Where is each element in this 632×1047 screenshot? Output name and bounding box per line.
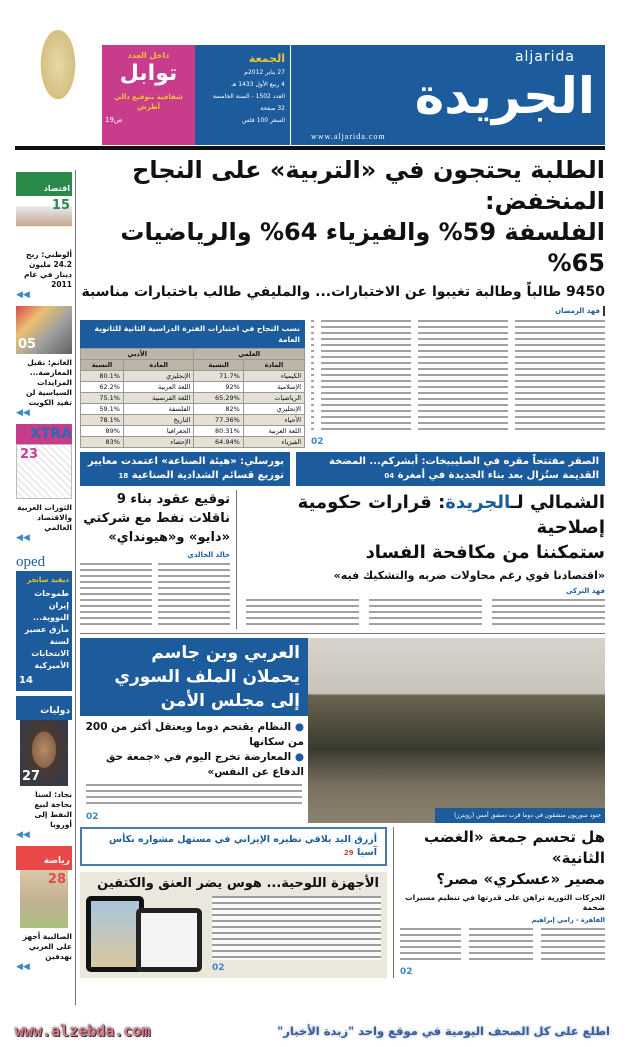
story2-subhead: «اقتصادنا قوي رغم محاولات ضربه والتشكيك فيه» bbox=[333, 569, 605, 582]
rate-cell: 92% bbox=[194, 382, 243, 393]
lead-more-link[interactable]: 02 bbox=[311, 437, 324, 447]
issue-hijri: 4 ربيع الأول 1433 هـ bbox=[231, 81, 285, 88]
syria-body-text bbox=[86, 784, 302, 808]
story2-headline-a: الشمالي لـ bbox=[510, 492, 605, 513]
promo-page: ص19 bbox=[105, 116, 123, 124]
results-table bbox=[80, 348, 305, 448]
photo-caption: جنود سوريون منشقون في دوما قرب دمشق أمس (رويترز) bbox=[435, 808, 605, 823]
story3-author: خالد الخالدي bbox=[187, 551, 230, 559]
bullet-item bbox=[80, 720, 304, 750]
page-number: 15 bbox=[51, 198, 70, 213]
story2-headline-line2: ستمكننا من مكافحة الفساد bbox=[365, 542, 605, 563]
subject-cell: اللغة العربية bbox=[123, 382, 193, 393]
teaser-box-left[interactable] bbox=[80, 452, 290, 486]
section-rule bbox=[80, 633, 605, 634]
issue-price: السعر 100 فلس bbox=[242, 117, 285, 124]
more-arrows-icon[interactable]: ◀◀ bbox=[16, 962, 30, 972]
oped-title: طموحات إيران النووية... مأزق عسير لسنة الانتخابات الأميركية bbox=[24, 589, 69, 670]
promo-kicker: داخل العدد bbox=[127, 51, 170, 60]
page-number: 23 bbox=[20, 447, 39, 462]
oped-author: ديفيد سانجر bbox=[26, 576, 69, 584]
story2-author: فهد التركي bbox=[565, 587, 605, 595]
syria-bullets bbox=[80, 720, 308, 780]
rate-cell: 62.2% bbox=[81, 382, 124, 393]
sidebar-local[interactable] bbox=[16, 306, 72, 419]
issue-number: العدد 1502 - السنة الخامسة bbox=[212, 93, 285, 100]
local-caption: الغانم: نقبل المعارضة... المزايدات السياسية لن تفيد الكويت bbox=[25, 358, 72, 407]
rate-cell: 78.1% bbox=[81, 415, 124, 426]
sidebar-international[interactable] bbox=[16, 696, 72, 841]
lead-headline-line2: الفلسفة 59% والفيزياء 64% والرياضيات 65% bbox=[120, 218, 605, 277]
logo-latin: aljarida bbox=[514, 49, 575, 65]
egypt-headline-line2: مصير «عسكري» مصر؟ bbox=[436, 870, 605, 888]
masthead-rule bbox=[15, 146, 605, 150]
group-scientific: العلمي bbox=[194, 349, 305, 360]
rate-cell: 83% bbox=[81, 437, 124, 448]
column-divider bbox=[393, 827, 394, 978]
table-row bbox=[81, 415, 305, 426]
more-arrows-icon[interactable]: ◀◀ bbox=[16, 408, 30, 418]
sidebar-xtra[interactable] bbox=[16, 424, 72, 544]
table-title: نسب النجاح في اختبارات الفترة الدراسية الثانية للثانوية العامة bbox=[80, 320, 305, 348]
syria-more-link[interactable]: 02 bbox=[86, 812, 99, 822]
col-rate: النسبة bbox=[194, 360, 243, 371]
teaser-box-right[interactable] bbox=[296, 452, 605, 486]
bullet-icon: ● bbox=[291, 751, 304, 763]
bullet-icon: ● bbox=[291, 721, 304, 733]
subject-cell: الأحياء bbox=[243, 415, 304, 426]
teaser-text: الصقر مفتتحاً مقره في الصليبيخات: أبشركم... المضخة القديمة ستُزال بعد بناء الجديدة في أمغرة bbox=[328, 456, 599, 481]
teaser-text: بورسلي: «هيئة الصناعة» اعتمدت معايير توزيع قسائم الشدادية الصناعية bbox=[87, 456, 284, 481]
table-row bbox=[81, 437, 305, 448]
tablets-box[interactable] bbox=[80, 872, 387, 978]
oped-box bbox=[16, 571, 72, 691]
subject-cell: اللغة الفرنسية bbox=[123, 393, 193, 404]
section-sports: رياضة bbox=[16, 846, 72, 870]
sidebar-economy[interactable] bbox=[16, 172, 72, 301]
rate-cell: 80.1% bbox=[81, 371, 124, 382]
bullet-text: النظام يقتحم دوما ويعتقل أكثر من 200 من سكانها bbox=[85, 721, 304, 748]
page-number: 28 bbox=[47, 872, 66, 887]
more-arrows-icon[interactable]: ◀◀ bbox=[16, 533, 30, 543]
inline-logo: الجريدة bbox=[445, 492, 511, 513]
group-literary: الأدبي bbox=[81, 349, 194, 360]
subject-cell: الكيمياء bbox=[243, 371, 304, 382]
issue-day: الجمعة bbox=[248, 52, 285, 65]
international-caption: نجاد: لسنا بحاجة لبيع النفط إلى أوروبا bbox=[34, 790, 72, 829]
teaser-text: أزرق اليد يلاقي نظيره الإيراني في مستهل مشواره بكأس آسيا bbox=[108, 834, 377, 858]
bullet-item bbox=[80, 750, 304, 780]
stories-row bbox=[80, 490, 605, 629]
promo-title: توابل bbox=[119, 61, 178, 86]
lead-headline[interactable] bbox=[80, 155, 605, 279]
logo-arabic: الجريدة bbox=[414, 67, 595, 125]
egypt-body-text bbox=[400, 928, 605, 964]
lead-author: فهد الرمضان bbox=[80, 306, 605, 316]
sports-teaser[interactable] bbox=[80, 827, 387, 866]
egypt-headline-line1: هل تحسم جمعة «الغضب الثانية» bbox=[424, 828, 605, 867]
international-photo bbox=[20, 720, 68, 786]
story2-body-text bbox=[243, 599, 605, 629]
section-xtra: XTRA bbox=[16, 424, 72, 444]
economy-caption: ألوطني: ربح 24.2 مليون دينار في عام 2011 bbox=[23, 250, 72, 289]
logo[interactable] bbox=[290, 45, 605, 145]
egypt-author: القاهرة - رامي إبراهيم bbox=[531, 916, 605, 924]
table-row bbox=[81, 382, 305, 393]
promo-box[interactable] bbox=[102, 45, 195, 145]
syria-photo[interactable] bbox=[308, 638, 605, 823]
story2-headline-b: : قرارات حكومية إصلاحية bbox=[297, 492, 605, 538]
sidebar-divider bbox=[75, 170, 76, 1005]
issue-info bbox=[195, 45, 290, 145]
promo-photo bbox=[18, 30, 98, 145]
story3-headline[interactable]: توقيع عقود بناء 9 ناقلات نفط مع شركتي «دايو» و«هيونداي» bbox=[83, 492, 230, 545]
subject-cell: الفلسفة bbox=[123, 404, 193, 415]
table-row bbox=[81, 371, 305, 382]
table-row bbox=[81, 426, 305, 437]
subject-cell: الإنجليزي bbox=[123, 371, 193, 382]
more-arrows-icon[interactable]: ◀◀ bbox=[16, 830, 30, 840]
rate-cell: 59.1% bbox=[81, 404, 124, 415]
lead-body-text bbox=[311, 320, 605, 434]
subject-cell: الإسلامية bbox=[243, 382, 304, 393]
footer-banner[interactable] bbox=[15, 1018, 610, 1044]
economy-photo bbox=[16, 196, 72, 246]
page-number: 27 bbox=[22, 769, 41, 784]
subject-cell: الجغرافيا bbox=[123, 426, 193, 437]
column-divider bbox=[236, 490, 237, 629]
section-economy: اقتصاد bbox=[16, 172, 72, 196]
rate-cell: 75.1% bbox=[81, 393, 124, 404]
egypt-subhead: الحركات الثورية تراهن على قدرتها في تنظيم مسيرات ضخمة bbox=[405, 893, 605, 912]
subject-cell: الإنجليزي bbox=[243, 404, 304, 415]
lead-table bbox=[80, 320, 305, 448]
local-photo bbox=[16, 306, 72, 354]
rate-cell: 80.31% bbox=[194, 426, 243, 437]
issue-date: 27 يناير 2012م bbox=[244, 69, 285, 76]
oped-logo: oped bbox=[16, 554, 46, 570]
col-rate: النسبة bbox=[81, 360, 124, 371]
tablets-more-link[interactable]: 02 bbox=[212, 963, 225, 973]
sidebar-oped[interactable] bbox=[16, 549, 72, 691]
sidebar-sports[interactable] bbox=[16, 846, 72, 973]
page-number: 05 bbox=[18, 337, 37, 352]
rate-cell: 82% bbox=[194, 404, 243, 415]
syria-row bbox=[80, 638, 605, 823]
col-subject: المادة bbox=[243, 360, 304, 371]
subject-cell: الفيزياء bbox=[243, 437, 304, 448]
teaser-page: 04 bbox=[384, 472, 395, 480]
rate-cell: 89% bbox=[81, 426, 124, 437]
subject-cell: اللغة العربية bbox=[243, 426, 304, 437]
section-international: دوليات bbox=[16, 696, 72, 720]
story2-headline[interactable] bbox=[243, 490, 605, 565]
subject-cell: الإحصاء bbox=[123, 437, 193, 448]
rate-cell: 71.7% bbox=[194, 371, 243, 382]
more-arrows-icon[interactable]: ◀◀ bbox=[16, 290, 30, 300]
table-row bbox=[81, 404, 305, 415]
footer-slogan: اطلع على كل الصحف اليومية في موقع واحد "زبدة الأخبار" bbox=[277, 1024, 610, 1038]
lead-body bbox=[80, 320, 605, 448]
col-subject: المادة bbox=[123, 360, 193, 371]
tablets-headline: الأجهزة اللوحية... هوس يضر العنق والكتفين bbox=[97, 876, 379, 891]
rate-cell: 77.36% bbox=[194, 415, 243, 426]
table-row bbox=[81, 393, 305, 404]
rate-cell: 65.29% bbox=[194, 393, 243, 404]
issue-pages: 32 صفحة bbox=[260, 105, 285, 112]
tablets-body-text bbox=[212, 896, 381, 960]
logo-url[interactable]: www.aljarida.com bbox=[311, 132, 386, 141]
lead-headline-line1: الطلبة يحتجون في «التربية» على النجاح المنخفض: bbox=[132, 156, 605, 215]
sports-caption: الصالبية أجهز على العربي بهدفين bbox=[22, 932, 72, 961]
oped-page: 14 bbox=[19, 675, 33, 686]
tablet-image bbox=[136, 908, 202, 972]
teaser-page: 18 bbox=[118, 472, 129, 480]
syria-headline[interactable]: العربي وبن جاسم يحملان الملف السوري إلى مجلس الأمن bbox=[80, 638, 308, 716]
bottom-row bbox=[80, 827, 605, 978]
story3-body-text bbox=[80, 563, 230, 629]
xtra-cartoon bbox=[16, 444, 72, 499]
footer-url[interactable]: www.alzebda.com bbox=[15, 1022, 151, 1040]
lead-subhead: 9450 طالباً وطالبة تغيبوا عن الاختبارات... والمليفي طالب باختبارات مناسبة bbox=[81, 284, 605, 300]
subject-cell: الرياضيات bbox=[243, 393, 304, 404]
bullet-text: المعارضة تخرج اليوم في «جمعة حق الدفاع عن النفس» bbox=[105, 751, 304, 778]
sports-photo bbox=[20, 870, 68, 928]
egypt-more-link[interactable]: 02 bbox=[400, 967, 413, 977]
xtra-caption: الثورات العربية والاقتصاد العالمي bbox=[17, 503, 72, 532]
rate-cell: 64.94% bbox=[194, 437, 243, 448]
subject-cell: التاريخ bbox=[123, 415, 193, 426]
teasers-row bbox=[80, 452, 605, 486]
egypt-headline[interactable] bbox=[400, 827, 605, 890]
teaser-page: 29 bbox=[343, 849, 354, 857]
promo-subtitle: شفافية بتوقيع دالي أطرش bbox=[114, 93, 183, 111]
